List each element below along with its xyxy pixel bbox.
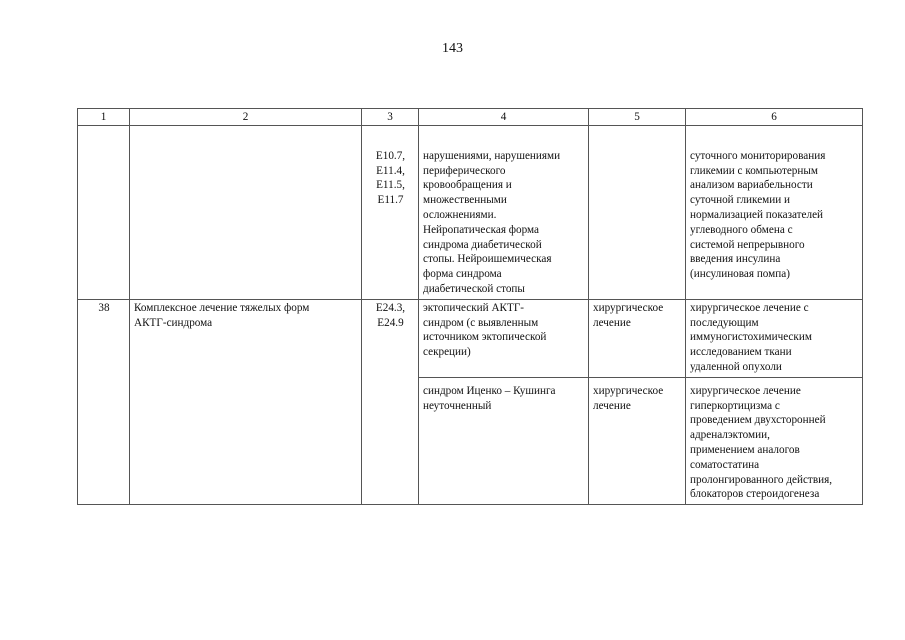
cell-name-38: Комплексное лечение тяжелых форм АКТГ-синдрома — [130, 299, 362, 504]
table-row-38 — [78, 299, 863, 377]
cell-method-38-2: хирургическое лечение гиперкортицизма с проведением двухсторонней адреналэктомии, применением аналогов соматостатина пролонгированного действия, блокаторов стероидогенеза — [686, 377, 863, 504]
header-col-2: 2 — [130, 109, 362, 126]
cell-codes-38: E24.3, E24.9 — [362, 299, 419, 504]
medical-care-table — [77, 108, 863, 505]
cell-number — [78, 125, 130, 299]
cell-type — [589, 125, 686, 299]
cell-type-38-2: хирургическое лечение — [589, 377, 686, 504]
cell-model: нарушениями, нарушениями периферического кровообращения и множественными осложнениями. Нейропатическая форма синдрома диабетической стопы. Нейроишемическая форма синдрома диабетической стопы — [419, 125, 589, 299]
header-col-4: 4 — [419, 109, 589, 126]
header-col-1: 1 — [78, 109, 130, 126]
cell-method-38-1: хирургическое лечение с последующим иммуногистохимическим исследованием ткани удаленной опухоли — [686, 299, 863, 377]
cell-number-38: 38 — [78, 299, 130, 504]
cell-method: суточного мониторирования гликемии с компьютерным анализом вариабельности суточной гликемии и нормализацией показателей углеводного обмена с системой непрерывного введения инсулина (инсулиновая помпа) — [686, 125, 863, 299]
cell-type-38-1: хирургическое лечение — [589, 299, 686, 377]
cell-codes: E10.7, E11.4, E11.5, E11.7 — [362, 125, 419, 299]
table-row-continuation — [78, 125, 863, 299]
page-number: 143 — [442, 41, 463, 56]
header-row — [78, 109, 863, 126]
cell-model-38-2: синдром Иценко – Кушинга неуточненный — [419, 377, 589, 504]
cell-name — [130, 125, 362, 299]
cell-model-38-1: эктопический АКТГ- синдром (с выявленным источником эктопической секреции) — [419, 299, 589, 377]
header-col-3: 3 — [362, 109, 419, 126]
header-col-6: 6 — [686, 109, 863, 126]
header-col-5: 5 — [589, 109, 686, 126]
